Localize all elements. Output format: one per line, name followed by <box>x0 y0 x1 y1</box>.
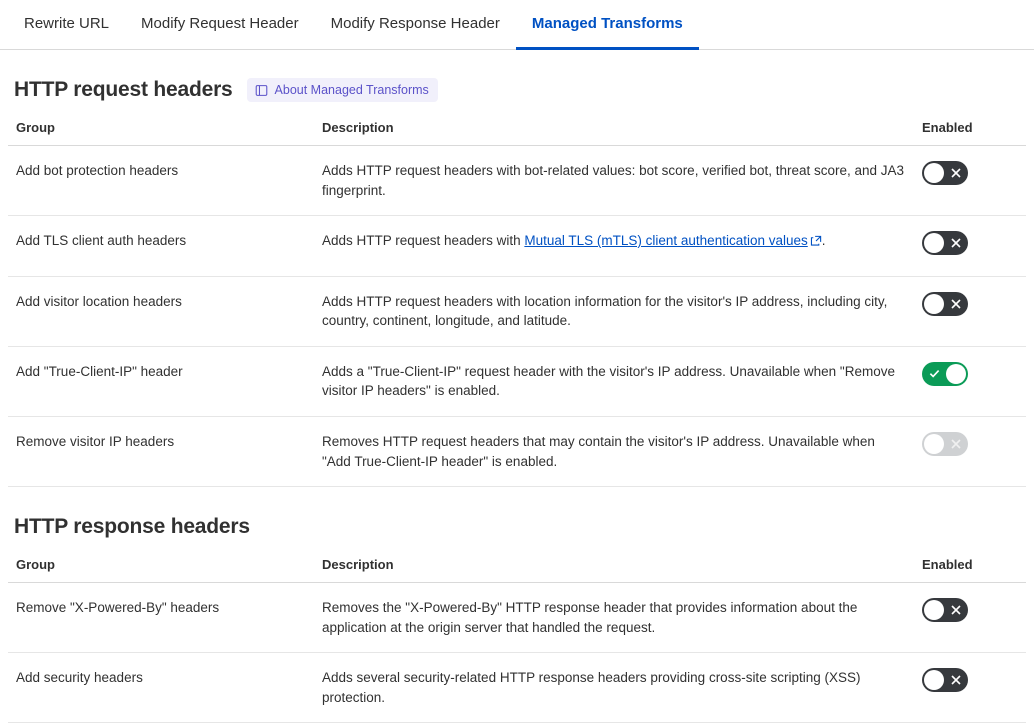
row-description <box>314 416 914 486</box>
tab-managed-transforms[interactable] <box>516 0 699 50</box>
enabled-toggle-disabled <box>922 432 968 456</box>
column-header-enabled: Enabled <box>914 116 1026 146</box>
toggle-x-icon <box>951 598 961 622</box>
row-enabled-cell <box>914 653 1026 723</box>
table-row <box>8 583 1026 653</box>
request-headers-table <box>8 116 1026 487</box>
row-description <box>314 346 914 416</box>
row-group-label: Add TLS client auth headers <box>8 216 314 277</box>
toggle-knob <box>946 364 966 384</box>
about-managed-transforms-chip[interactable] <box>247 78 438 102</box>
row-group-label: Add visitor location headers <box>8 276 314 346</box>
section-title: HTTP response headers <box>14 515 250 539</box>
row-group-label: Remove "X-Powered-By" headers <box>8 583 314 653</box>
toggle-knob <box>924 163 944 183</box>
about-chip-label: About Managed Transforms <box>274 83 429 97</box>
table-row <box>8 146 1026 216</box>
enabled-toggle[interactable] <box>922 231 968 255</box>
toggle-knob <box>924 233 944 253</box>
table-row <box>8 276 1026 346</box>
section-http-request-headers <box>0 78 1034 487</box>
description-text: Adds several security-related HTTP response headers providing cross-site scripting (XSS) protection. <box>322 670 861 705</box>
section-header <box>14 78 1026 102</box>
section-title: HTTP request headers <box>14 78 233 101</box>
toggle-x-icon <box>951 292 961 316</box>
tab-modify-response-header[interactable] <box>315 0 516 50</box>
tab-label: Rewrite URL <box>24 15 110 32</box>
enabled-toggle[interactable] <box>922 668 968 692</box>
enabled-toggle[interactable] <box>922 598 968 622</box>
row-enabled-cell <box>914 216 1026 277</box>
enabled-toggle[interactable] <box>922 161 968 185</box>
description-text: Adds HTTP request headers with location information for the visitor's IP address, including city, country, continent, longitude, and latitude. <box>322 293 888 329</box>
response-headers-table <box>8 553 1026 723</box>
row-description <box>314 146 914 216</box>
row-group-label: Remove visitor IP headers <box>8 416 314 486</box>
row-enabled-cell <box>914 146 1026 216</box>
tab-label: Modify Request Header <box>141 15 299 32</box>
enabled-toggle[interactable] <box>922 292 968 316</box>
toggle-knob <box>924 294 944 314</box>
column-header-description: Description <box>314 116 914 146</box>
table-row <box>8 216 1026 277</box>
description-text: Adds HTTP request headers with <box>322 233 525 249</box>
toggle-x-icon <box>951 161 961 185</box>
section-header <box>14 515 1026 539</box>
table-row <box>8 346 1026 416</box>
column-header-description: Description <box>314 553 914 583</box>
description-tail: . <box>821 233 826 249</box>
section-http-response-headers <box>0 515 1034 723</box>
table-row <box>8 653 1026 723</box>
toggle-x-icon <box>951 668 961 692</box>
tab-bar <box>0 0 1034 50</box>
row-group-label: Add bot protection headers <box>8 146 314 216</box>
column-header-group: Group <box>8 553 314 583</box>
tab-rewrite-url[interactable] <box>8 0 125 50</box>
toggle-knob <box>924 670 944 690</box>
table-header-row <box>8 553 1026 583</box>
toggle-x-icon <box>951 432 961 456</box>
description-text: Removes the "X-Powered-By" HTTP response header that provides information about the application at the origin server that handled the request. <box>322 600 858 635</box>
row-description <box>314 276 914 346</box>
row-description <box>314 583 914 653</box>
enabled-toggle[interactable] <box>922 362 968 386</box>
row-enabled-cell <box>914 346 1026 416</box>
table-header-row <box>8 116 1026 146</box>
column-header-group: Group <box>8 116 314 146</box>
toggle-knob <box>924 600 944 620</box>
tab-modify-request-header[interactable] <box>125 0 315 50</box>
description-text: Removes HTTP request headers that may contain the visitor's IP address. Unavailable when "Add True-Client-IP header" is enabled. <box>322 433 875 469</box>
row-group-label: Add "True-Client-IP" header <box>8 346 314 416</box>
row-enabled-cell <box>914 416 1026 486</box>
row-enabled-cell <box>914 583 1026 653</box>
table-row <box>8 416 1026 486</box>
book-icon <box>255 84 268 97</box>
description-text: Adds HTTP request headers with bot-related values: bot score, verified bot, threat score, and JA3 fingerprint. <box>322 163 905 198</box>
description-text: Adds a "True-Client-IP" request header with the visitor's IP address. Unavailable when "Remove visitor IP headers" is enabled. <box>322 363 895 399</box>
row-group-label: Add security headers <box>8 653 314 723</box>
tab-label: Managed Transforms <box>531 15 683 32</box>
toggle-check-icon <box>929 362 940 386</box>
external-link-icon <box>811 232 822 252</box>
row-description <box>314 653 914 723</box>
row-enabled-cell <box>914 276 1026 346</box>
toggle-x-icon <box>951 231 961 255</box>
mtls-doc-link[interactable]: Mutual TLS (mTLS) client authentication values <box>524 233 808 249</box>
column-header-enabled: Enabled <box>914 553 1026 583</box>
row-description <box>314 216 914 277</box>
toggle-knob <box>924 434 944 454</box>
tab-label: Modify Response Header <box>330 15 500 32</box>
